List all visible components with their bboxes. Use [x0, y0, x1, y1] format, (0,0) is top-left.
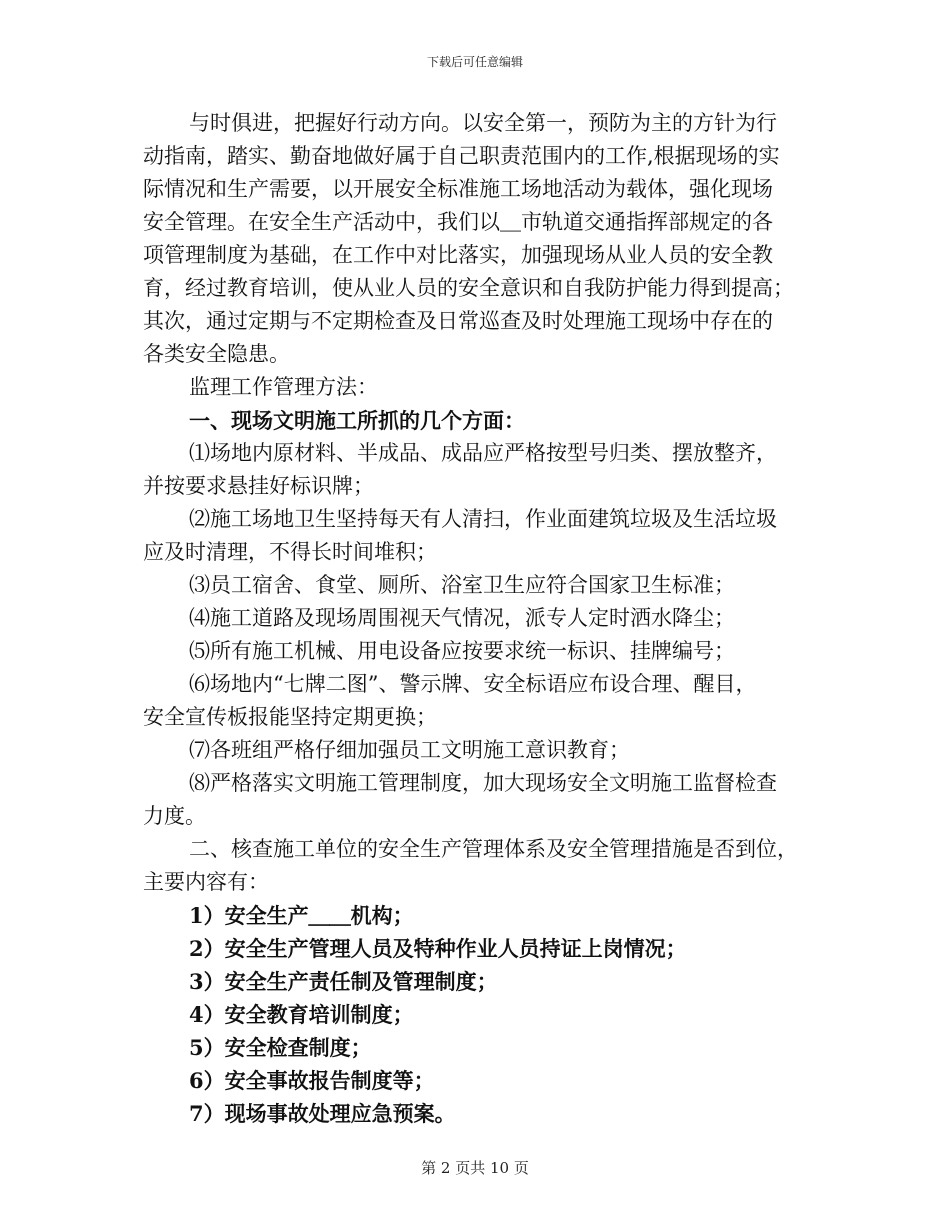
page-footer: 第 2 页共 10 页: [421, 1159, 529, 1177]
list-item: ⑷施工道路及现场周围视天气情况，派专人定时洒水降尘；: [189, 606, 735, 630]
document-body: [143, 107, 808, 1130]
bold-list-item: 1）安全生产＿＿机构；: [189, 903, 414, 928]
list-item-continuation: 力度。: [143, 804, 206, 828]
list-item-continuation: 并按要求悬挂好标识牌；: [143, 474, 374, 498]
paragraph-line: 项管理制度为基础，在工作中对比落实，加强现场从业人员的安全教: [143, 243, 773, 267]
paragraph-line: 各类安全隐患。: [143, 342, 290, 366]
list-item: ⑵施工场地卫生坚持每天有人清扫，作业面建筑垃圾及生活垃圾: [189, 507, 777, 531]
paragraph-line: 安全管理。在安全生产活动中，我们以＿市轨道交通指挥部规定的各: [143, 210, 773, 234]
bold-list-item: 6）安全事故报告制度等；: [189, 1068, 435, 1093]
bold-list-item: 4）安全教育培训制度；: [189, 1002, 414, 1027]
paragraph-line: 动指南，踏实、勤奋地做好属于自己职责范围内的工作,根据现场的实: [143, 144, 780, 168]
page-header: 下载后可任意编辑: [426, 55, 523, 69]
section-heading: 一、现场文明施工所抓的几个方面：: [189, 408, 525, 433]
list-item: ⑹场地内“七牌二图”、警示牌、安全标语应布设合理、醒目，: [189, 672, 757, 696]
paragraph-line: 际情况和生产需要，以开展安全标准施工场地活动为载体，强化现场: [143, 177, 773, 201]
paragraph-line: 育，经过教育培训，使从业人员的安全意识和自我防护能力得到提高；: [143, 276, 794, 300]
section-heading-2: 二、核查施工单位的安全生产管理体系及安全管理措施是否到位，: [189, 837, 798, 861]
bold-list-item: 3）安全生产责任制及管理制度；: [189, 969, 498, 994]
bold-list-item: 5）安全检查制度；: [189, 1035, 372, 1060]
bold-list-item: 2）安全生产管理人员及特种作业人员持证上岗情况；: [189, 936, 687, 961]
list-item: ⑸所有施工机械、用电设备应按要求统一标识、挂牌编号；: [189, 639, 735, 663]
paragraph-line: 与时俱进，把握好行动方向。以安全第一，预防为主的方针为行: [189, 111, 777, 135]
list-item: ⑶员工宿舍、食堂、厕所、浴室卫生应符合国家卫生标准；: [189, 573, 735, 597]
list-item-continuation: 应及时清理，不得长时间堆积；: [143, 540, 437, 564]
section-label: 监理工作管理方法：: [189, 375, 378, 399]
paragraph-line: 主要内容有：: [143, 870, 269, 894]
list-item: ⑻严格落实文明施工管理制度，加大现场安全文明施工监督检查: [189, 771, 777, 795]
bold-list-item: 7）现场事故处理应急预案。: [189, 1101, 456, 1126]
paragraph-line: 其次，通过定期与不定期检查及日常巡查及时处理施工现场中存在的: [143, 309, 773, 333]
list-item-continuation: 安全宣传板报能坚持定期更换；: [143, 705, 437, 729]
list-item: ⑴场地内原材料、半成品、成品应严格按型号归类、摆放整齐，: [189, 441, 777, 465]
list-item: ⑺各班组严格仔细加强员工文明施工意识教育；: [189, 738, 630, 762]
